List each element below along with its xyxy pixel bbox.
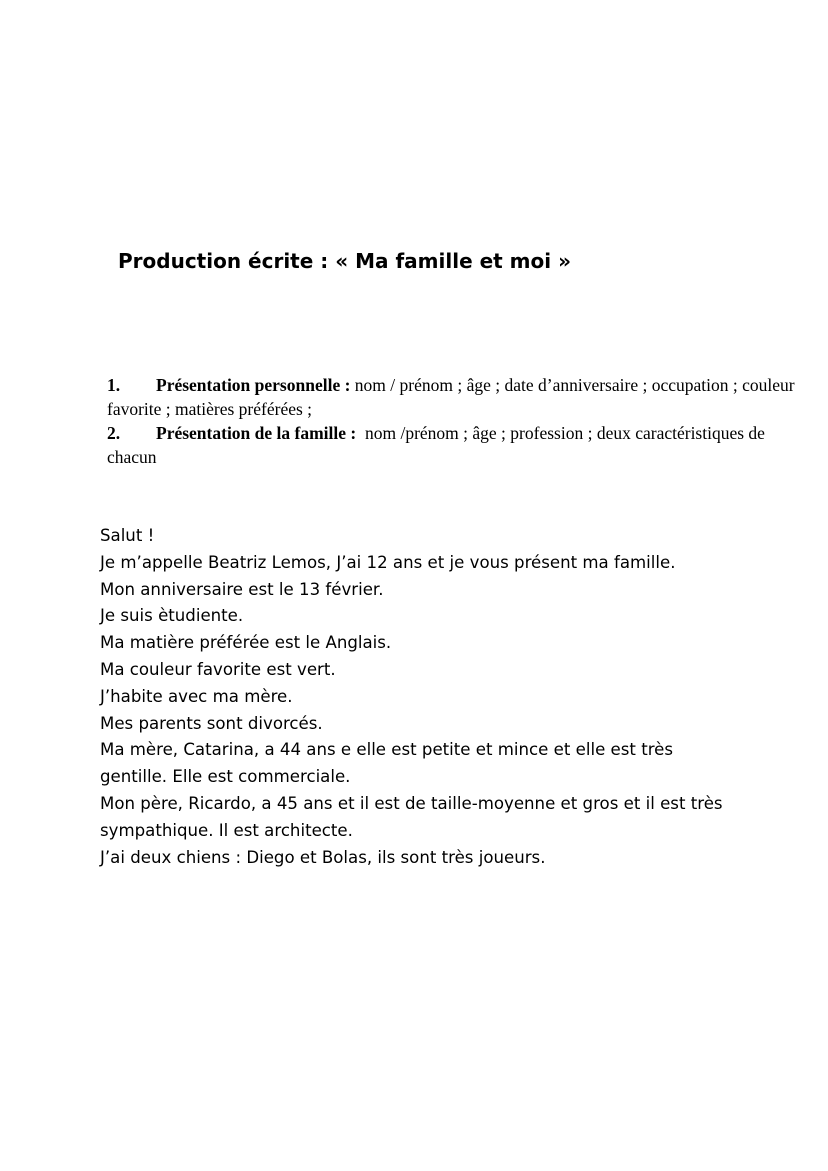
- essay-line: J’habite avec ma mère.: [100, 686, 293, 706]
- essay-line: Mon anniversaire est le 13 février.: [100, 579, 384, 599]
- essay-line: Ma matière préférée est le Anglais.: [100, 633, 392, 653]
- instruction-text: nom / prénom ; âge ; date d’anniversaire ; occupation ; couleur favorite ; matières préférées ;: [107, 375, 795, 419]
- essay-line: Ma mère, Catarina, a 44 ans e elle est petite et mince et elle est très gentille. Elle est commerciale.: [100, 740, 674, 787]
- essay-line: J’ai deux chiens : Diego et Bolas, ils sont très joueurs.: [100, 847, 546, 867]
- instructions-list: [107, 373, 807, 469]
- essay-body: [100, 523, 800, 871]
- essay-line: Mes parents sont divorcés.: [100, 713, 323, 733]
- page-title: Production écrite : « Ma famille et moi »: [118, 249, 571, 273]
- essay-line: Ma couleur favorite est vert.: [100, 659, 336, 679]
- instruction-number: 2.: [107, 423, 121, 443]
- instruction-heading: Présentation de la famille :: [156, 423, 357, 443]
- instruction-item-1: [107, 373, 807, 421]
- instruction-number: 1.: [107, 375, 121, 395]
- essay-line: Je suis ètudiente.: [100, 606, 244, 626]
- essay-line: Salut !: [100, 526, 155, 545]
- instruction-item-2: [107, 421, 807, 469]
- essay-line: Je m’appelle Beatriz Lemos, J’ai 12 ans et je vous présent ma famille.: [100, 552, 676, 572]
- instruction-text: nom /prénom ; âge ; profession ; deux caractéristiques de chacun: [107, 423, 770, 467]
- essay-line: Mon père, Ricardo, a 45 ans et il est de taille-moyenne et gros et il est très sympathique. Il est architecte.: [100, 793, 723, 840]
- instruction-heading: Présentation personnelle :: [156, 375, 351, 395]
